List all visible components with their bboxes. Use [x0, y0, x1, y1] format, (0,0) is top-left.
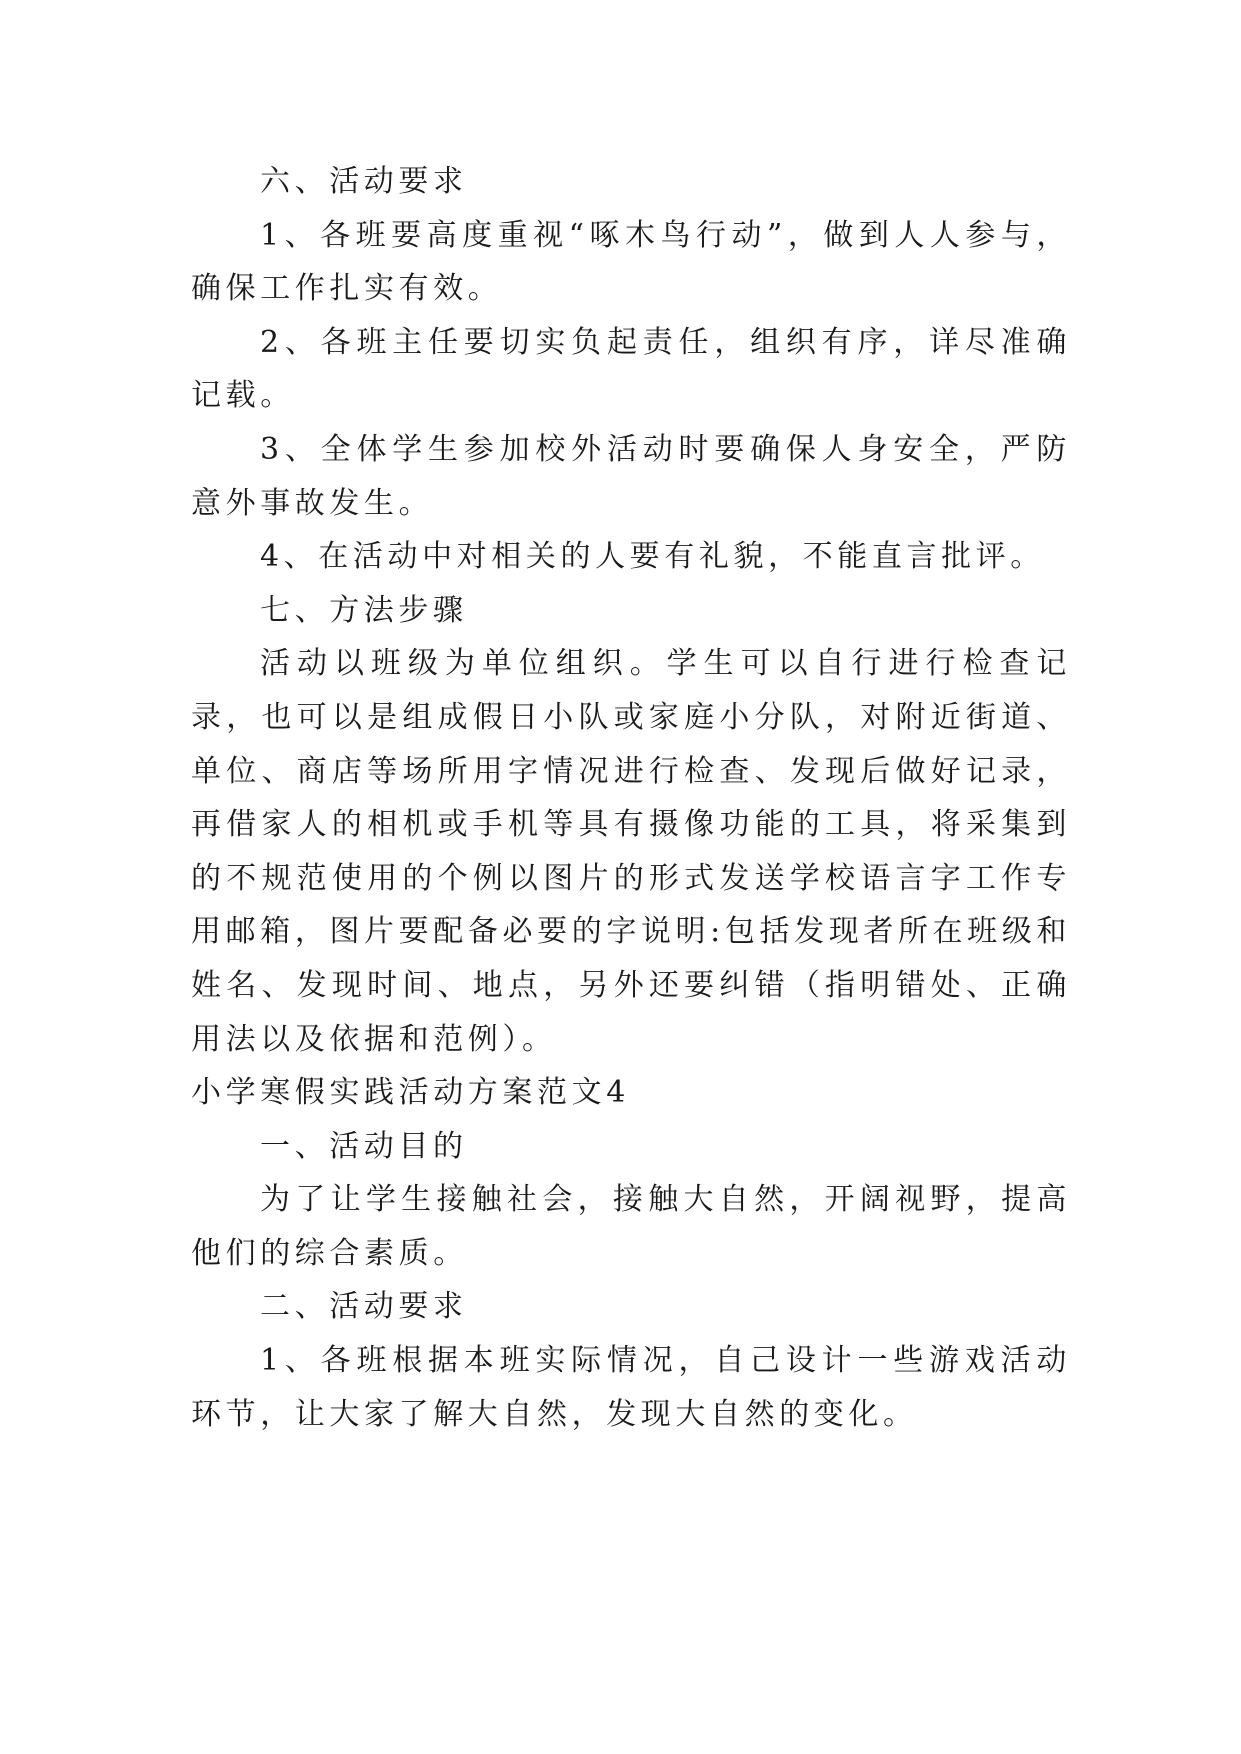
section-heading-steps: 七、方法步骤	[260, 592, 468, 628]
section-heading-purpose: 一、活动目的	[260, 1128, 468, 1164]
paragraph-requirement-2-1: 1、各班根据本班实际情况，自己设计一些游戏活动环节，让大家了解大自然，发现大自然的变化。	[191, 1343, 1071, 1432]
section-heading-requirements: 六、活动要求	[260, 164, 468, 199]
document-body	[191, 155, 1071, 1441]
paragraph-requirement-4: 4、在活动中对相关的人要有礼貌，不能直言批评。	[260, 539, 1045, 575]
paragraph-requirement-3: 3、全体学生参加校外活动时要确保人身安全，严防意外事故发生。	[191, 431, 1071, 521]
section-heading-requirements-2: 二、活动要求	[260, 1289, 468, 1325]
paragraph-purpose: 为了让学生接触社会，接触大自然，开阔视野，提高他们的综合素质。	[191, 1182, 1071, 1271]
article-title: 小学寒假实践活动方案范文4	[191, 1075, 630, 1111]
paragraph-requirement-2: 2、各班主任要切实负起责任，组织有序，详尽准确记载。	[191, 324, 1071, 414]
paragraph-steps: 活动以班级为单位组织。学生可以自行进行检查记录，也可以是组成假日小队或家庭小分队，对附近街道、单位、商店等场所用字情况进行检查、发现后做好记录，再借家人的相机或手机等具有摄像功能的工具，将采集到的不规范使用的个例以图片的形式发送学校语言字工作专用邮箱，图片要配备必要的字说明:包括发现者所在班级和姓名、发现时间、地点，另外还要纠错（指明错处、正确用法以及依据和范例）。	[191, 646, 1071, 1057]
paragraph-requirement-1: 1、各班要高度重视“啄木鸟行动”，做到人人参与，确保工作扎实有效。	[191, 217, 1071, 307]
